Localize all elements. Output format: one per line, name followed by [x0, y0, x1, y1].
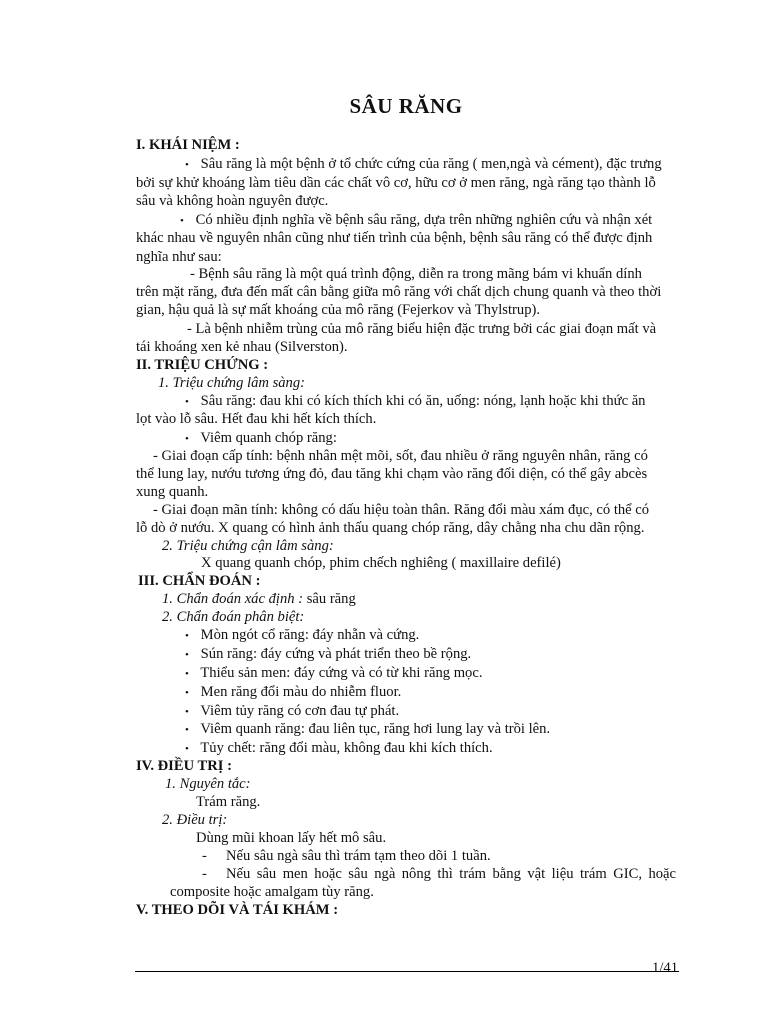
s4-dash-item-2-line-1: - Nếu sâu men hoặc sâu ngà nông thì trám bằng vật liệu trám GIC, hoặc — [202, 866, 676, 882]
bullet-icon: • — [185, 396, 189, 408]
footer-divider — [135, 971, 679, 972]
s1-def-1-line-3: gian, hậu quả là sự mất khoáng của mô răng (Fejerkov và Thylstrup). — [136, 302, 541, 318]
s3-subheading-2: 2. Chẩn đoán phân biệt: — [162, 609, 305, 625]
heading-chan-doan: III. CHẨN ĐOÁN : — [138, 573, 261, 589]
s3-diff-item: • Tủy chết: răng đổi màu, không đau khi kích thích. — [185, 740, 493, 756]
heading-theo-doi: V. THEO DÕI VÀ TÁI KHÁM : — [136, 902, 339, 918]
bullet-icon: • — [185, 724, 189, 736]
s2-chronic-line-2: lỗ dò ở nướu. X quang có hình ảnh thấu quang chóp răng, dây chằng nha chu dãn rộng. — [136, 520, 645, 536]
s4-subheading-1: 1. Nguyên tắc: — [165, 776, 251, 792]
s3-diff-item: • Viêm tủy răng có cơn đau tự phát. — [185, 703, 400, 719]
s1-bullet-2-line-3: nghĩa như sau: — [136, 249, 222, 265]
s4-principle-text: Trám răng. — [196, 794, 261, 810]
s3-subheading-1: 1. Chẩn đoán xác định : sâu răng — [162, 591, 356, 607]
s2-chronic-line-1: - Giai đoạn mãn tính: không có dấu hiệu toàn thân. Răng đổi màu xám đục, có thể có — [153, 502, 650, 518]
bullet-icon: • — [185, 668, 189, 680]
s1-bullet-1-line-3: sâu và không hoàn nguyên được. — [136, 193, 329, 209]
dash-icon: - — [202, 848, 207, 864]
bullet-icon: • — [185, 687, 189, 699]
heading-khai-niem: I. KHÁI NIỆM : — [136, 137, 240, 153]
s2-acute-line-3: xung quanh. — [136, 484, 209, 500]
s2-xray-text: X quang quanh chóp, phim chếch nghiêng ( maxillaire defilé) — [201, 555, 561, 571]
s1-def-2-line-1: - Là bệnh nhiễm trùng của mô răng biểu hiện đặc trưng bởi các giai đoạn mất và — [187, 321, 657, 337]
bullet-icon: • — [185, 630, 189, 642]
page-number: 1/41 — [652, 960, 678, 976]
s3-diff-item: • Mòn ngót cổ răng: đáy nhẵn và cứng. — [185, 627, 420, 643]
s1-def-1-line-2: trên mặt răng, đưa đến mất cân bằng giữa mô răng với chất dịch chung quanh và theo thời — [136, 284, 662, 300]
bullet-icon: • — [185, 159, 189, 171]
page-title: SÂU RĂNG — [349, 94, 463, 118]
heading-trieu-chung: II. TRIỆU CHỨNG : — [136, 357, 269, 373]
s1-def-1-line-1: - Bệnh sâu răng là một quá trình động, diễn ra trong mãng bám vi khuẩn dính — [190, 266, 642, 282]
s1-bullet-2-line-2: khác nhau về nguyên nhân cũng như tiến trình của bệnh, bệnh sâu răng có thể được định — [136, 230, 653, 246]
s4-dash-item-1: - Nếu sâu ngà sâu thì trám tạm theo dõi 1 tuần. — [202, 848, 491, 864]
s2-bullet-1-line-1: • Sâu răng: đau khi có kích thích khi có ăn, uống: nóng, lạnh hoặc khi thức ăn — [185, 393, 646, 409]
s1-bullet-2-line-1: • Có nhiều định nghĩa về bệnh sâu răng, dựa trên những nghiên cứu và nhận xét — [180, 212, 653, 228]
bullet-icon: • — [185, 743, 189, 755]
heading-dieu-tri: IV. ĐIỀU TRỊ : — [136, 758, 232, 774]
s1-bullet-1-line-1: • Sâu răng là một bệnh ở tổ chức cứng của răng ( men,ngà và cément), đặc trưng — [185, 156, 662, 172]
s3-diff-item: • Viêm quanh răng: đau liên tục, răng hơi lung lay và trồi lên. — [185, 721, 551, 737]
s2-acute-line-1: - Giai đoạn cấp tính: bệnh nhân mệt mõi, sốt, đau nhiều ở răng nguyên nhân, răng có — [153, 448, 648, 464]
dash-icon: - — [202, 866, 207, 882]
bullet-icon: • — [185, 649, 189, 661]
s4-dash-item-2-line-2: composite hoặc amalgam tùy răng. — [170, 884, 374, 900]
s2-subheading-1: 1. Triệu chứng lâm sàng: — [158, 375, 306, 391]
s1-bullet-1-line-2: bởi sự khử khoáng làm tiêu dần các chất vô cơ, hữu cơ ở men răng, ngà răng tạo thành lỗ — [136, 175, 656, 191]
s2-subheading-2: 2. Triệu chứng cận lâm sàng: — [162, 538, 334, 554]
s2-acute-line-2: thể lung lay, nướu tương ứng đỏ, đau tăng khi chạm vào răng đối diện, có thể gây abcès — [136, 466, 648, 482]
s1-def-2-line-2: tái khoáng xen kẻ nhau (Silverston). — [136, 339, 348, 355]
s4-treatment-text: Dùng mũi khoan lấy hết mô sâu. — [196, 830, 387, 846]
s2-bullet-2: • Viêm quanh chóp răng: — [185, 430, 337, 446]
s2-bullet-1-line-2: lọt vào lỗ sâu. Hết đau khi hết kích thích. — [136, 411, 377, 427]
s3-diff-item: • Sún răng: đáy cứng và phát triển theo bề rộng. — [185, 646, 472, 662]
bullet-icon: • — [185, 706, 189, 718]
s4-subheading-2: 2. Điều trị: — [162, 812, 228, 828]
bullet-icon: • — [180, 215, 184, 227]
s3-diff-item: • Men răng đổi màu do nhiễm fluor. — [185, 684, 402, 700]
bullet-icon: • — [185, 433, 189, 445]
s3-diff-item: • Thiểu sản men: đáy cứng và có từ khi răng mọc. — [185, 665, 483, 681]
